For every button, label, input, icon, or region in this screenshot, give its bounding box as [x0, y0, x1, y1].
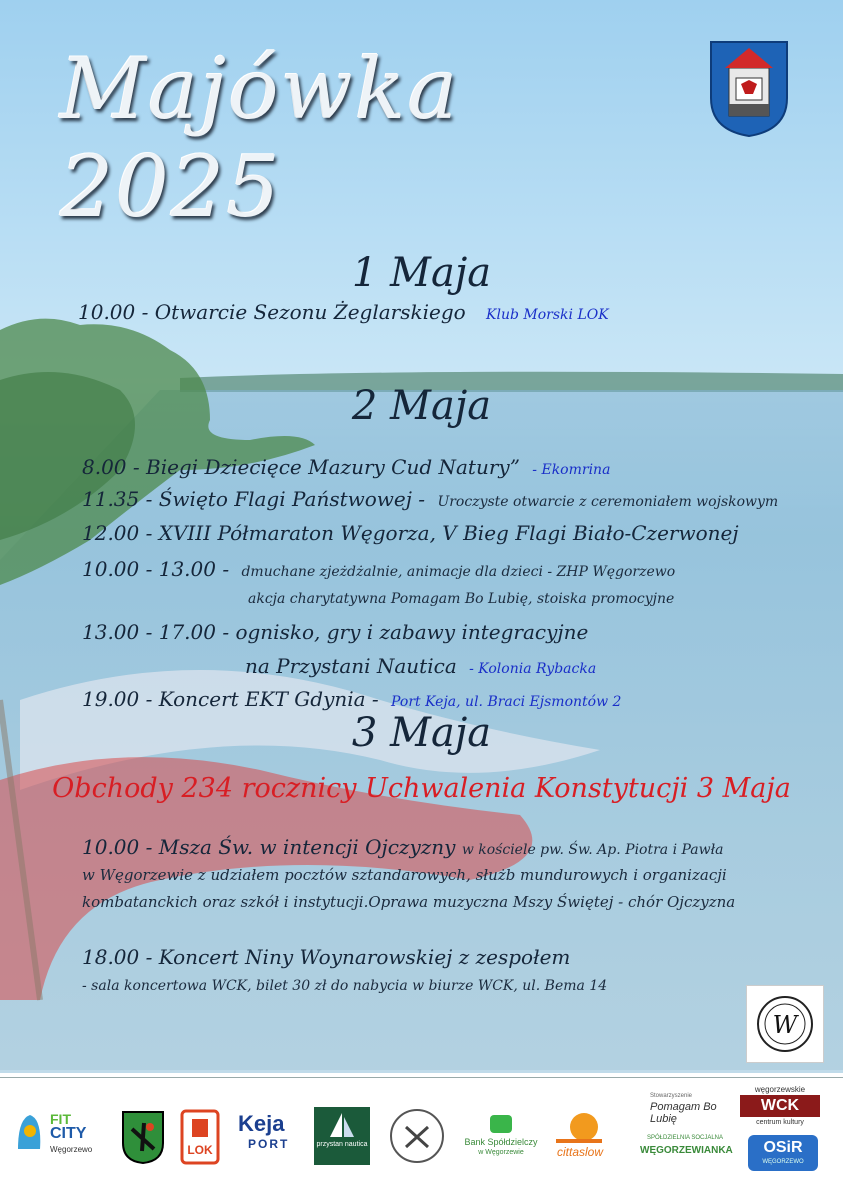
- event-title: 12.00 - XVIII Półmaraton Węgorza, V Bieg Flagi Biało-Czerwonej: [82, 521, 739, 545]
- day-3-item-2-desc: - sala koncertowa WCK, bilet 30 zł do nabycia w biurze WCK, ul. Bema 14: [82, 978, 608, 994]
- event-title: 10.00 - Otwarcie Sezonu Żeglarskiego: [78, 300, 466, 324]
- day-3-item-2: [82, 945, 570, 969]
- keja-port-logo: Keja PORT: [238, 1111, 290, 1151]
- fitcity-logo: FIT CITY Węgorzewo: [14, 1111, 104, 1161]
- day-3-item-1-line-2: w Węgorzewie z udziałem pocztów sztandarowych, służb mundurowych i organizacji: [82, 866, 727, 884]
- event-time: 10.00 - 13.00 -: [82, 557, 230, 581]
- footer-divider: [0, 1077, 843, 1078]
- event-title: 10.00 - Msza Św. w intencji Ojczyzny: [82, 835, 456, 859]
- fishing-club-crest-logo: [120, 1109, 166, 1165]
- page-title: Majówka 2025: [60, 40, 460, 236]
- event-title: 11.35 - Święto Flagi Państwowej -: [82, 487, 426, 511]
- day-3-item-1-line-3: kombatanckich oraz szkół i instytucji.Oprawa muzyczna Mszy Świętej - chór Ojczyzna: [82, 893, 736, 911]
- osir-logo: OSiR WĘGORZEWO: [748, 1135, 818, 1171]
- day-3-item-1: [82, 835, 724, 859]
- event-location: na Przystani Nautica: [245, 654, 457, 678]
- event-organizer: Port Keja, ul. Braci Ejsmontów 2: [391, 694, 622, 710]
- spoldzielnia-wegorzewianka-logo: SPÓŁDZIELNIA SOCJALNA WĘGORZEWIANKA: [640, 1135, 733, 1156]
- cittaslow-logo: cittaslow: [550, 1103, 610, 1167]
- day-2-item-4-line-2: akcja charytatywna Pomagam Bo Lubię, stoiska promocyjne: [248, 591, 675, 607]
- event-description: w kościele pw. Św. Ap. Piotra i Pawła: [461, 842, 724, 858]
- event-organizer: - Kolonia Rybacka: [469, 661, 597, 677]
- sponsor-footer: [0, 1073, 843, 1194]
- przystan-nautica-logo: przystan nautica: [314, 1107, 370, 1165]
- highlight-headline: Obchody 234 rocznicy Uchwalenia Konstytucji 3 Maja: [52, 773, 791, 804]
- day-2-item-5-line-2: [245, 654, 596, 678]
- day-2-item-4: [82, 557, 675, 581]
- event-title: 18.00 - Koncert Niny Woynarowskiej z zespołem: [82, 945, 571, 969]
- event-organizer: - Ekomrina: [532, 462, 611, 478]
- bank-spoldzielczy-logo: Bank Spółdzielczy w Węgorzewie: [456, 1113, 546, 1163]
- day-2-item-6: [82, 687, 621, 711]
- day-3-heading: 3 Maja: [351, 710, 492, 756]
- wck-stamp-logo: [746, 985, 824, 1063]
- event-organizer: Klub Morski LOK: [486, 307, 609, 323]
- day-2-item-1: [82, 455, 610, 479]
- day-1-heading: 1 Maja: [351, 250, 492, 296]
- lok-logo: LOK: [180, 1109, 220, 1165]
- stamp-letter: W: [772, 1011, 798, 1039]
- coat-of-arms-logo: [707, 38, 791, 138]
- event-title: 19.00 - Koncert EKT Gdynia -: [82, 687, 379, 711]
- event-description: Uroczyste otwarcie z ceremoniałem wojskowym: [437, 494, 779, 510]
- event-title: 8.00 - Biegi Dziecięce Mazury Cud Natury”: [82, 455, 520, 479]
- pomagam-bo-lubie-logo: Stowarzyszenie Pomagam Bo Lubię: [650, 1093, 717, 1125]
- day-2-item-2: [82, 487, 778, 511]
- day-1-item-1: [78, 300, 609, 324]
- wck-logo: węgorzewskie WCK centrum kultury: [740, 1085, 820, 1131]
- event-title: 13.00 - 17.00 - ognisko, gry i zabawy integracyjne: [82, 620, 589, 644]
- day-2-item-3: [82, 521, 739, 545]
- day-2-heading: 2 Maja: [351, 383, 492, 429]
- seal-logo: [388, 1107, 446, 1165]
- event-description: dmuchane zjeżdżalnie, animacje dla dzieci - ZHP Węgorzewo: [241, 564, 676, 580]
- day-2-item-5: [82, 620, 588, 644]
